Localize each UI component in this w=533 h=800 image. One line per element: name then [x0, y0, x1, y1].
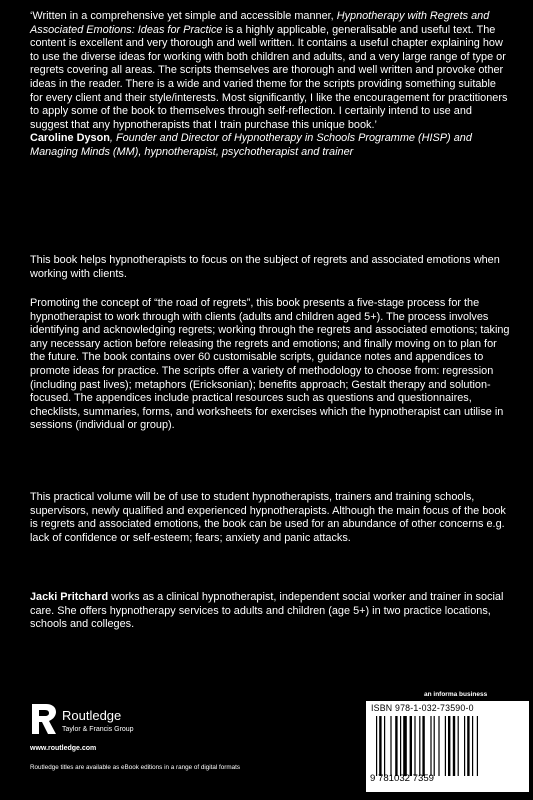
description-intro: [30, 254, 510, 281]
quote-text-rest: is a highly applicable, generalisable and useful text. The content is excellent and very thorough and well written. It contains a useful chapter explaining how to use the diverse ideas for working with both children and adults, and a very large range of type or regrets covering all areas. The scripts themselves are thorough and well written and provoke other ideas in the reader. There is a wide and varied theme for the scripts providing something suitable for every client and their style/interests. Most significantly, I like the encouragement for practitioners to apply some of the book to themselves through self-reflection. I certainly intend to use and suggest that any hypnotherapists that I train purchase this unique book.’: [30, 23, 508, 131]
publisher-name: Routledge: [62, 708, 122, 723]
book-title: Hypnotherapy with Regrets and Associated Emotions: Ideas for Practice: [30, 10, 490, 36]
barcode-box: [366, 701, 529, 792]
routledge-r-icon: [30, 700, 170, 740]
author-name: Jacki Pritchard: [30, 591, 109, 603]
publisher-group: Taylor & Francis Group: [62, 726, 134, 733]
isbn-digits: 9 781032 7359: [370, 773, 435, 784]
endorser-name: Caroline Dyson: [30, 132, 110, 145]
intro-text: This book helps hypnotherapists to focus on the subject of regrets and associated emotions when working with clients.: [30, 254, 500, 280]
endorser-attribution: [30, 132, 510, 159]
volume-text: This practical volume will be of use to student hypnotherapists, trainers and training schools, supervisors, newly qualified and experienced hypnotherapists. Although the main focus of the book is regrets and associated emotions, the book can be used for an abundance of other concerns e.g. lack of confidence or self-esteem; fears; anxiety and panic attacks.: [30, 491, 506, 544]
endorsement-block: [30, 10, 510, 160]
publisher-url: www.routledge.com: [30, 745, 97, 752]
ebook-footnote: Routledge titles are available as eBook editions in a range of digital formats: [30, 764, 241, 771]
main-text: Promoting the concept of “the road of regrets”, this book presents a five-stage process for the hypnotherapist to work through with clients (adults and children aged 5+). The process involves identifying and acknowledging regrets; working through the regrets and associated emotions; taking any necessary action before releasing the regrets and emotions; and finally moving on to plan for the future. The book contains over 60 customisable scripts, guidance notes and appendices to promote ideas for practice. The scripts offer a variety of methodology to choose from: regression (including past lives); metaphors (Ericksonian); benefits approach; Gestalt therapy and solution-focused. The appendices include practical resources such as questions and questionnaires, checklists, summaries, forms, and worksheets for exercises which the hypnotherapist can utilise in sessions (individual or group).: [30, 297, 510, 432]
author-bio-text: works as a clinical hypnotherapist, independent social worker and trainer in social care. She offers hypnotherapy services to adults and children (age 5+) in two practice locations, schools and colleges.: [30, 591, 504, 631]
endorsement-quote: [30, 10, 510, 132]
isbn-text: ISBN 978-1-032-73590-0: [371, 703, 474, 713]
author-bio: [30, 591, 510, 632]
quote-text: ‘Written in a comprehensive yet simple and accessible manner,: [30, 10, 337, 22]
informa-business-label: an informa business: [424, 691, 488, 698]
endorser-role: , Founder and Director of Hypnotherapy in Schools Programme (HISP) and Managing Minds (MM), hypnotherapist, psychotherapist and trainer: [30, 132, 472, 158]
description-volume: [30, 491, 510, 545]
routledge-logo: [30, 700, 170, 740]
description-main: [30, 297, 510, 433]
barcode-bars: [376, 716, 516, 776]
